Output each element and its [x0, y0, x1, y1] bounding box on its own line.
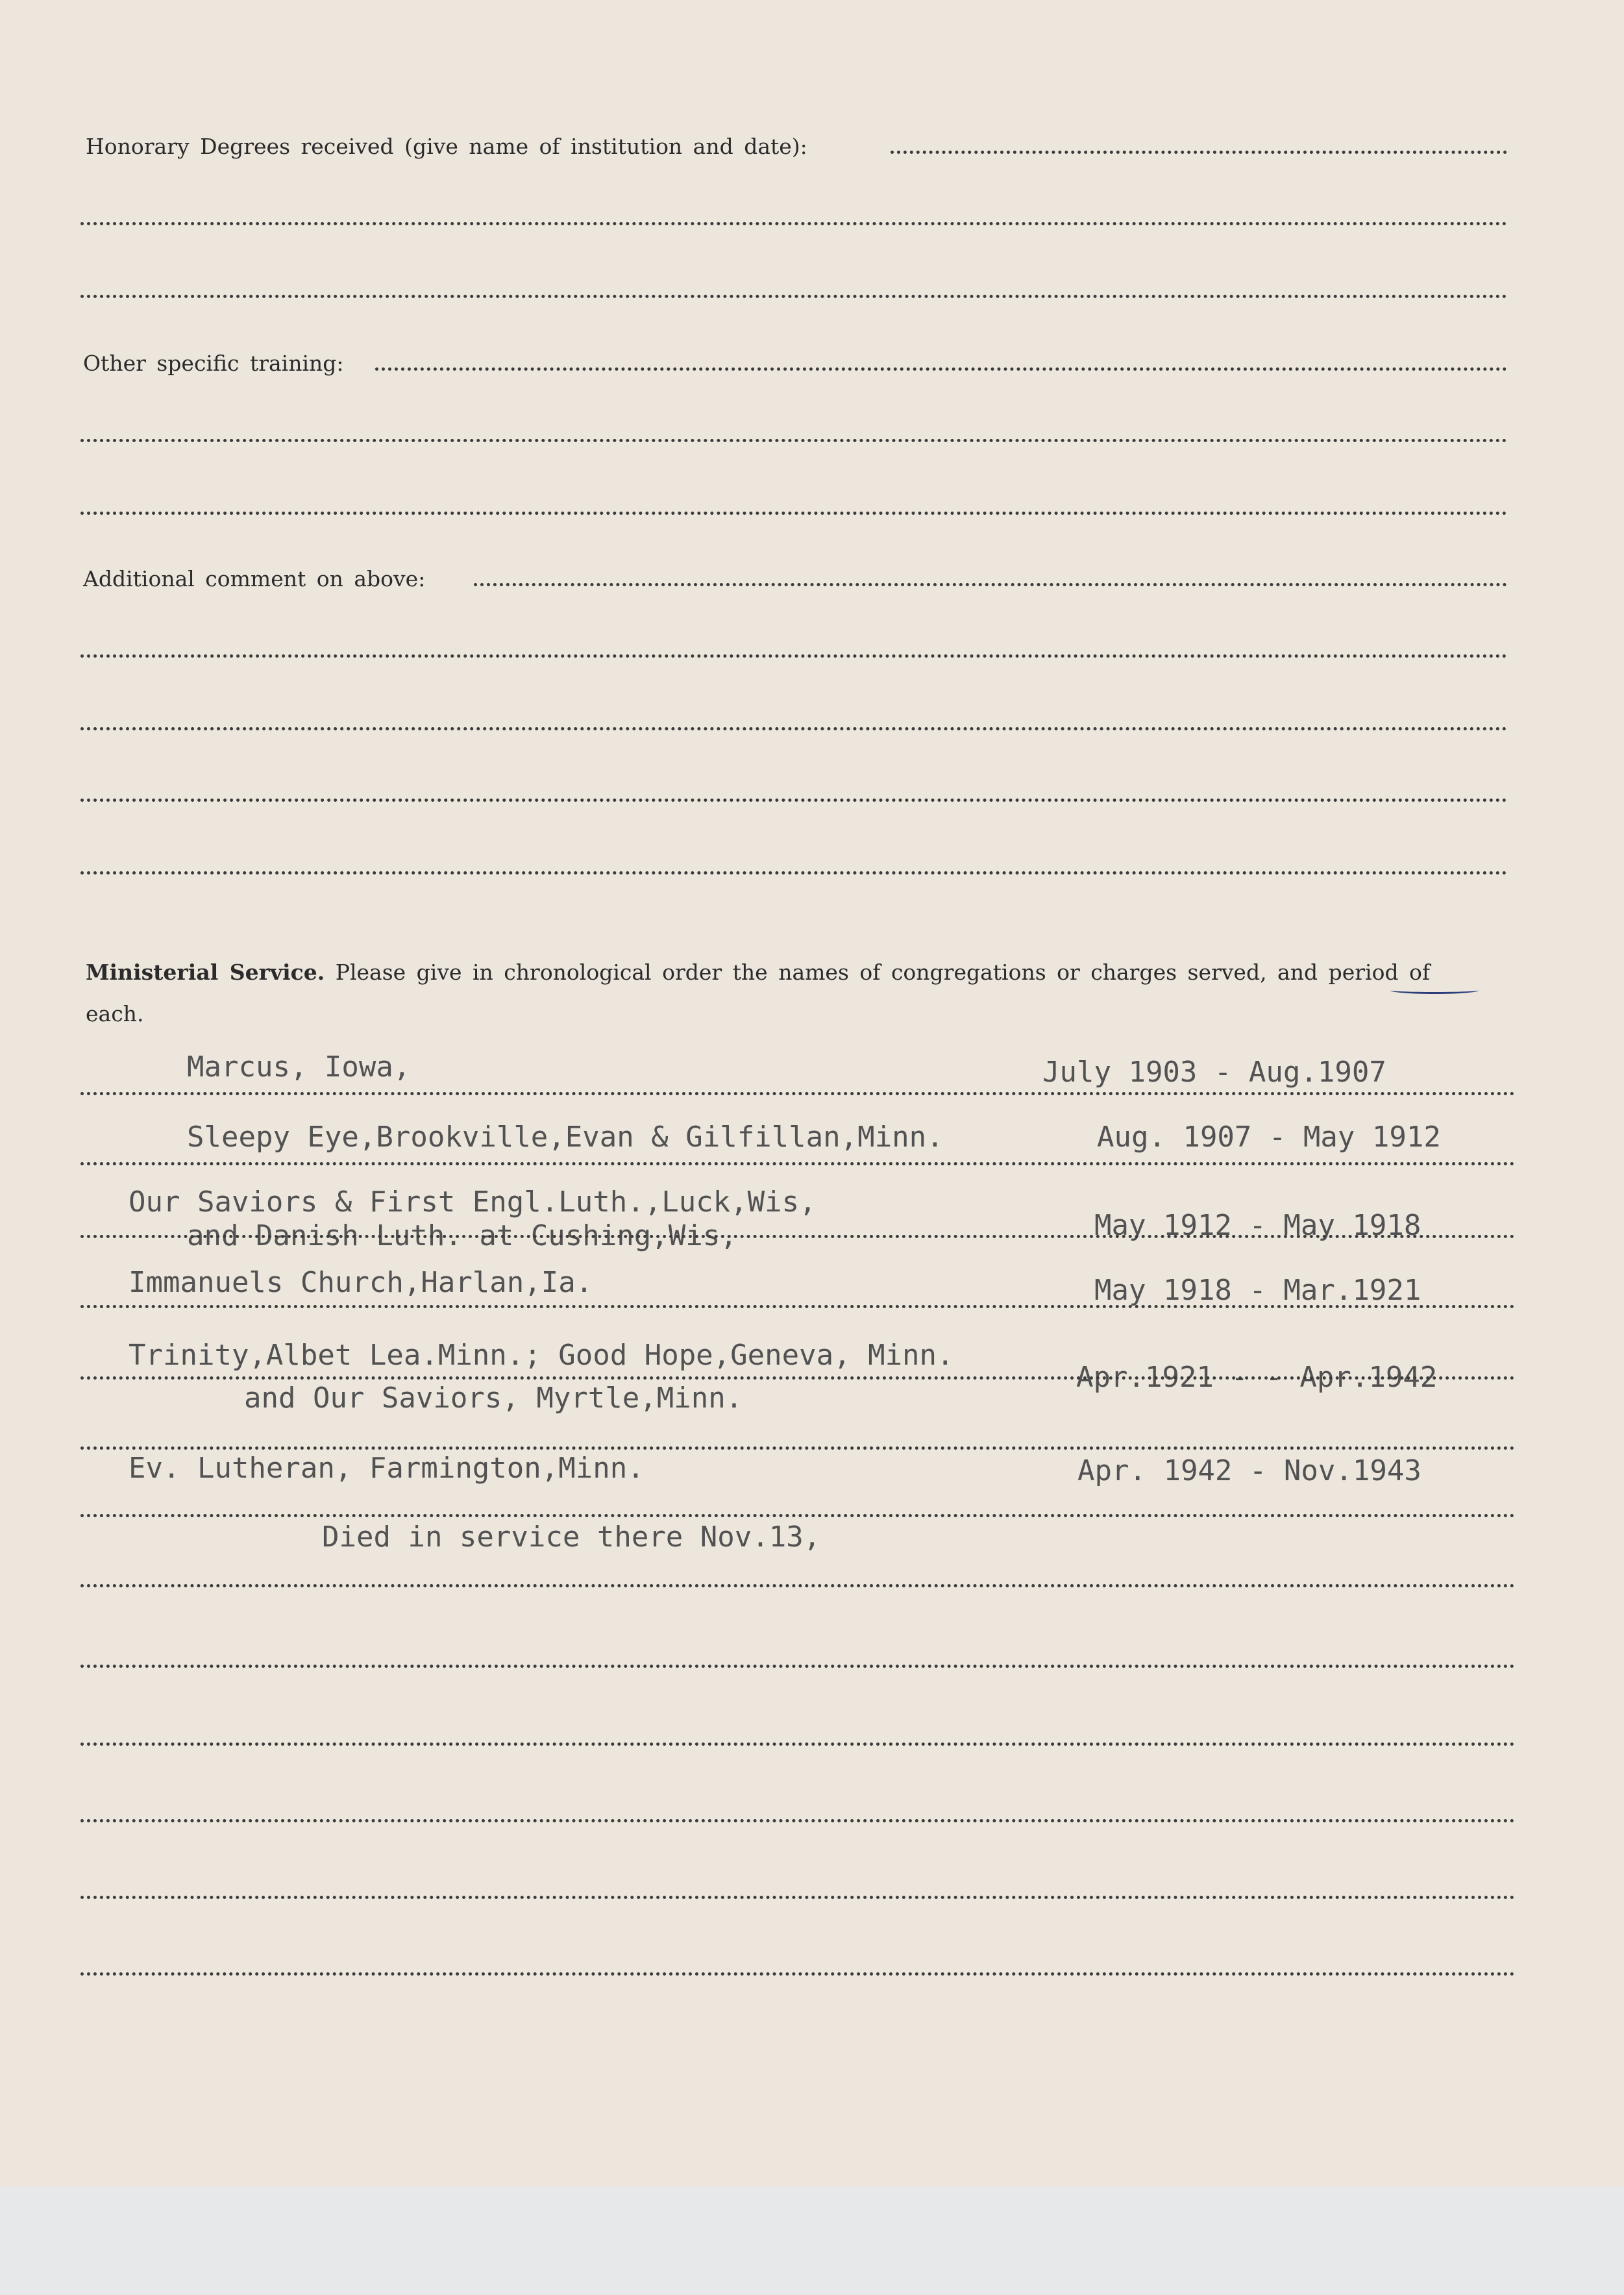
honorary-degrees-label: Honorary Degrees received (give name of institution and date):	[86, 134, 807, 159]
service-line-3[interactable]	[80, 1235, 1515, 1238]
service-place: Ev. Lutheran, Farmington,Minn.	[129, 1452, 645, 1485]
service-place: Immanuels Church,Harlan,Ia.	[129, 1266, 593, 1299]
additional-comment-label: Additional comment on above:	[83, 566, 426, 591]
service-line-13[interactable]	[80, 1972, 1515, 1976]
additional-comment-line[interactable]	[474, 583, 1507, 586]
service-period: Apr.1921 - - Apr.1942	[1076, 1361, 1438, 1394]
service-line-6[interactable]	[80, 1446, 1515, 1450]
service-period: Aug. 1907 - May 1912	[1097, 1121, 1441, 1154]
service-period: Apr. 1942 - Nov.1943	[1077, 1454, 1421, 1487]
honorary-degrees-line-2[interactable]	[80, 222, 1507, 225]
other-training-line[interactable]	[375, 367, 1507, 371]
service-line-8[interactable]	[80, 1584, 1515, 1587]
service-line-11[interactable]	[80, 1819, 1515, 1822]
service-line-7[interactable]	[80, 1514, 1515, 1517]
ministerial-service-instructions: Please give in chronological order the names of congregations or charges served, and period of	[335, 960, 1431, 985]
ministerial-service-instructions-2: each.	[86, 1001, 144, 1026]
service-period: May 1912 - May 1918	[1094, 1209, 1421, 1242]
honorary-degrees-line-3[interactable]	[80, 295, 1507, 298]
service-period: July 1903 - Aug.1907	[1042, 1056, 1386, 1089]
additional-comment-line-4[interactable]	[80, 799, 1507, 802]
additional-comment-line-3[interactable]	[80, 727, 1507, 730]
service-line-4[interactable]	[80, 1305, 1515, 1308]
service-line-12[interactable]	[80, 1896, 1515, 1899]
additional-comment-line-2[interactable]	[80, 654, 1507, 658]
honorary-degrees-line[interactable]	[891, 151, 1507, 154]
ministerial-service-heading	[86, 960, 1430, 985]
service-place: Our Saviors & First Engl.Luth.,Luck,Wis,	[129, 1185, 817, 1219]
ministerial-service-title: Ministerial Service.	[86, 960, 325, 985]
service-period: May 1918 - Mar.1921	[1094, 1274, 1421, 1307]
service-line-1[interactable]	[80, 1092, 1515, 1095]
service-line-9[interactable]	[80, 1665, 1515, 1668]
service-place-cont: and Danish Luth. at Cushing,Wis,	[187, 1219, 737, 1252]
service-place-cont: and Our Saviors, Myrtle,Minn.	[244, 1382, 743, 1415]
additional-comment-line-5[interactable]	[80, 871, 1507, 875]
service-line-10[interactable]	[80, 1743, 1515, 1746]
death-note: Died in service there Nov.13,	[322, 1520, 821, 1554]
service-place: Sleepy Eye,Brookville,Evan & Gilfillan,Minn.	[187, 1121, 944, 1154]
other-training-label: Other specific training:	[83, 351, 344, 376]
service-place: Marcus, Iowa,	[187, 1050, 411, 1084]
service-place: Trinity,Albet Lea.Minn.; Good Hope,Geneva, Minn.	[129, 1339, 954, 1372]
period-pen-underline	[1390, 987, 1479, 994]
other-training-line-2[interactable]	[80, 439, 1507, 442]
scan-background	[0, 2187, 1624, 2295]
service-line-2[interactable]	[80, 1162, 1515, 1165]
service-line-5[interactable]	[80, 1376, 1515, 1380]
other-training-line-3[interactable]	[80, 512, 1507, 515]
